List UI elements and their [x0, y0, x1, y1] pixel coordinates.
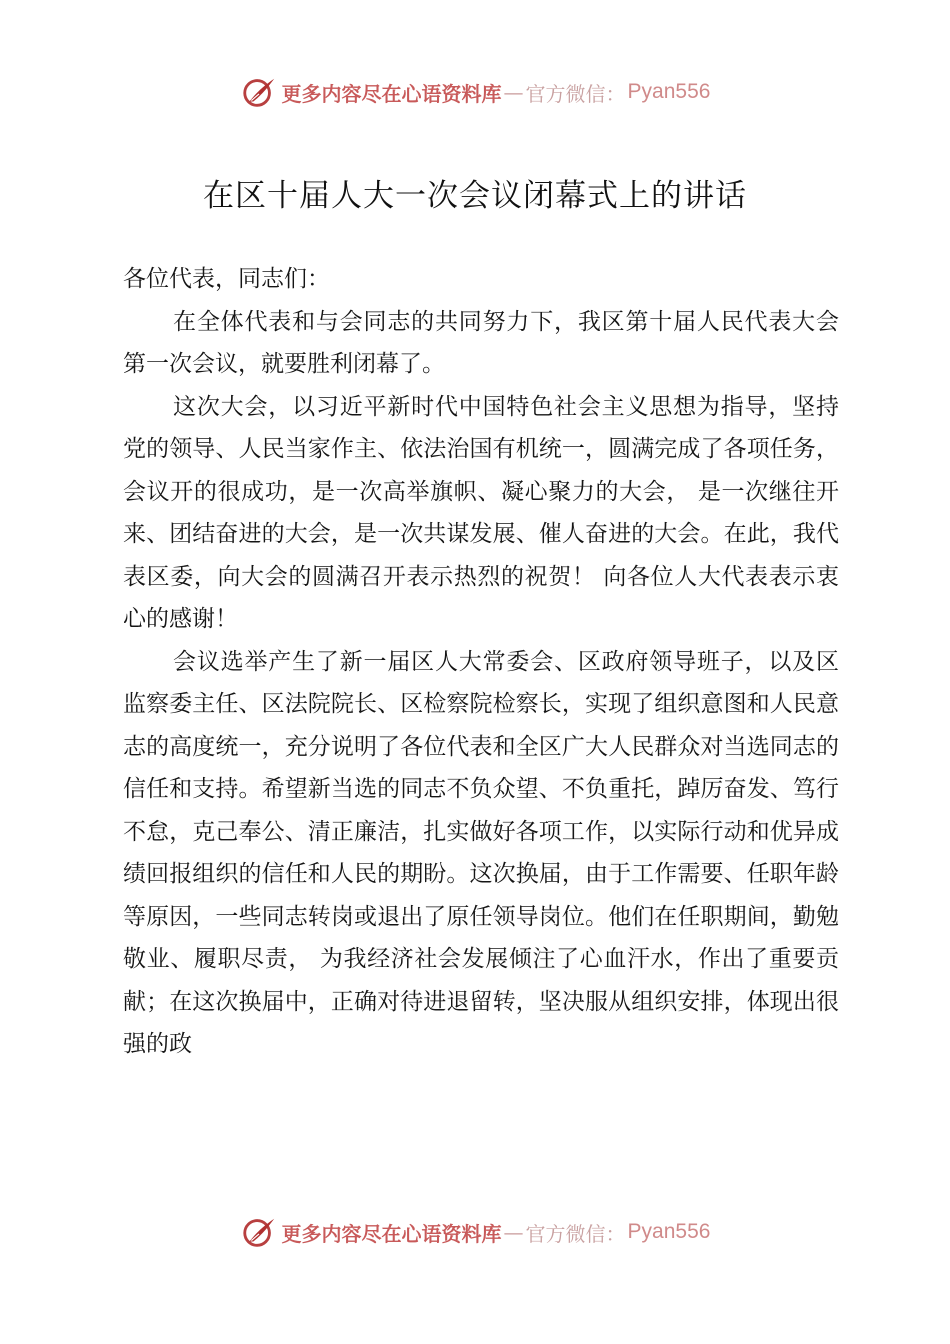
paragraph-1: 在全体代表和与会同志的共同努力下，我区第十届人民代表大会第一次会议，就要胜利闭幕了。: [123, 308, 839, 377]
document-title: 在区十届人大一次会议闭幕式上的讲话: [203, 178, 747, 214]
banner-dash: —: [503, 80, 524, 104]
footer-watermark-banner: [0, 1212, 950, 1252]
banner-dash: —: [503, 1220, 524, 1244]
banner-text: 更多内容尽在心语资料库: [281, 81, 502, 106]
paragraph-2: 这次大会，以习近平新时代中国特色社会主义思想为指导，坚持党的领导、人民当家作主、依法治国有机统一，圆满完成了各项任务，会议开的很成功，是一次高举旗帜、凝心聚力的大会， 是一次继往开来、团结奋进的大会，是一次共谋发展、催人奋进的大会。在此，我代表区委，向大会的圆满召开表示热烈的祝贺！ 向各位人大代表表示衷心的感谢！: [123, 393, 839, 632]
banner-wechat-id: Pyan556: [627, 1220, 711, 1243]
document-body: [123, 258, 839, 1066]
paragraph-3: 会议选举产生了新一届区人大常委会、区政府领导班子，以及区监察委主任、区法院院长、区检察院检察长，实现了组织意图和人民意志的高度统一，充分说明了各位代表和全区广大人民群众对当选同志的信任和支持。希望新当选的同志不负众望、不负重托，踔厉奋发、笃行不怠，克己奉公、清正廉洁，扎实做好各项工作，以实际行动和优异成绩回报组织的信任和人民的期盼。这次换届，由于工作需要、任职年龄等原因，一些同志转岗或退出了原任领导岗位。他们在任职期间，勤勉敬业、履职尽责， 为我经济社会发展倾注了心血汗水，作出了重要贡献；在这次换届中，正确对待进退留转，坚决服从组织安排，体现出很强的政: [123, 648, 839, 1057]
banner-text: 更多内容尽在心语资料库: [281, 1221, 502, 1246]
banner-wechat-label: 官方微信：: [525, 81, 626, 106]
quill-logo-icon: [240, 1213, 278, 1251]
banner-wechat-label: 官方微信：: [525, 1221, 626, 1246]
quill-logo-icon: [240, 73, 278, 111]
header-watermark-banner: [0, 72, 950, 112]
salutation: 各位代表，同志们：: [123, 266, 330, 292]
banner-wechat-id: Pyan556: [627, 80, 711, 103]
